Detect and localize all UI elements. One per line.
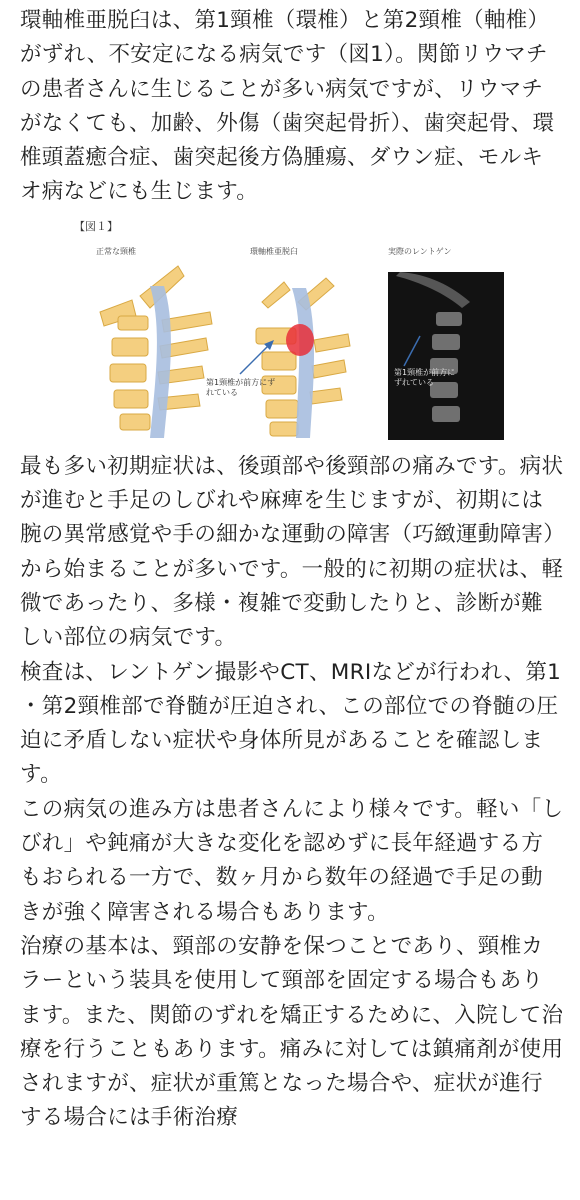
- subluxation-diagram: [240, 278, 350, 438]
- intro-paragraph: 環軸椎亜脱臼は、第1頸椎（環椎）と第2頸椎（軸椎）がずれ、不安定になる病気です（図1）。関節リウマチの患者さんに生じることが多い病気ですが、リウマチがなくても、加齢、外傷（歯突起骨折）、歯突起骨、環椎頭蓋癒合症、歯突起後方偽腫瘍、ダウン症、モルキオ病などにも生じます。: [20, 8, 555, 205]
- panel-caption-subluxation: 環軸椎亜脱臼: [250, 246, 298, 256]
- subluxation-annotation: 第1頸椎が前方にずれている: [206, 377, 276, 397]
- spine-illustration: [0, 216, 580, 448]
- treatment-paragraph: 治療の基本は、頸部の安静を保つことであり、頸椎カラーという装具を使用して頸部を固定する場合もあります。また、関節のずれを矯正するために、入院して治療を行うこともあります。痛みに対しては鎮痛剤が使用されますが、症状が重篤となった場合や、症状が進行する場合には手術治療: [20, 933, 564, 1131]
- panel-caption-normal: 正常な頸椎: [96, 246, 136, 256]
- progression-paragraph: この病気の進み方は患者さんにより様々です。軽い「しびれ」や鈍痛が大きな変化を認めずに長年経過する方もおられる一方で、数ヶ月から数年の経過で手足の動きが強く障害される場合もあります。: [20, 796, 564, 925]
- figure-1: [0, 216, 580, 448]
- panel-caption-xray: 実際のレントゲン: [388, 246, 452, 256]
- xray-annotation: 第1頸椎が前方にずれている: [394, 367, 456, 387]
- normal-spine-diagram: [100, 266, 212, 438]
- symptoms-paragraph: 最も多い初期症状は、後頭部や後頸部の痛みです。病状が進むと手足のしびれや麻痺を生じますが、初期には腕の異常感覚や手の細かな運動の障害（巧緻運動障害）から始まることが多いです。一般的に初期の症状は、軽微であったり、多様・複雑で変動したりと、診断が難しい部位の病気です。: [20, 453, 564, 651]
- exam-paragraph: 検査は、レントゲン撮影やCT、MRIなどが行われ、第1・第2頸椎部で脊髄が圧迫され、この部位での脊髄の圧迫に矛盾しない症状や身体所見があることを確認します。: [20, 659, 562, 788]
- figure-label: 【図１】: [74, 219, 118, 233]
